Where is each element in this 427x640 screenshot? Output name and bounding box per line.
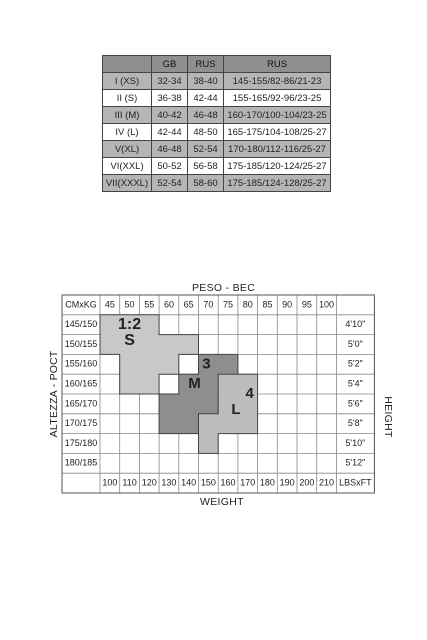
cm-tick-label: 175/180: [64, 437, 98, 448]
cm-tick-label: 180/185: [64, 457, 98, 468]
table-cell: 42-44: [152, 124, 188, 141]
table-cell: 50-52: [152, 158, 188, 175]
size-zone-number: 3: [202, 355, 211, 373]
table-cell: VI(XXL): [103, 158, 152, 175]
lbs-tick-label: 100: [102, 477, 118, 488]
table-cell: VII(XXXL): [103, 175, 152, 192]
table-cell: 52-54: [188, 141, 224, 158]
cm-tick-label: 150/155: [64, 338, 98, 349]
lbs-tick-label: 170: [240, 477, 256, 488]
lbs-tick-label: 150: [200, 477, 216, 488]
table-cell: 36-38: [152, 90, 188, 107]
ft-tick-label: 5'8": [347, 418, 363, 429]
lbs-tick-label: 110: [122, 477, 137, 488]
table-cell: I (XS): [103, 73, 152, 90]
table-cell: 32-34: [152, 73, 188, 90]
kg-tick-label: 75: [223, 299, 234, 310]
table-cell: IV (L): [103, 124, 152, 141]
table-cell: 175-185/120-124/25-27: [224, 158, 331, 175]
ft-tick-label: 5'12": [345, 457, 366, 468]
table-cell: 56-58: [188, 158, 224, 175]
header-cell-rus: RUS: [188, 56, 224, 73]
table-cell: 155-165/92-96/23-25: [224, 90, 331, 107]
size-zone-letter: S: [124, 331, 135, 349]
size-zone-number: 4: [245, 384, 254, 402]
table-cell: II (S): [103, 90, 152, 107]
ft-tick-label: 5'2": [347, 358, 363, 369]
ft-tick-label: 5'0": [347, 338, 363, 349]
height-axis-title-left: ALTEZZA - РОСТ: [48, 350, 60, 438]
table-cell: 165-175/104-108/25-27: [224, 124, 331, 141]
header-cell-gb: GB: [152, 56, 188, 73]
cm-tick-label: 145/150: [64, 319, 98, 330]
kg-tick-label: 85: [262, 299, 273, 310]
size-zone-letter: M: [188, 375, 201, 393]
ft-tick-label: 4'10": [345, 319, 366, 330]
kg-tick-label: 90: [282, 299, 293, 310]
weight-axis-title-bottom: WEIGHT: [200, 496, 244, 508]
kg-tick-label: 70: [203, 299, 214, 310]
lbs-tick-label: 210: [319, 477, 335, 488]
table-cell: 58-60: [188, 175, 224, 192]
kg-tick-label: 100: [319, 299, 335, 310]
table-cell: V(XL): [103, 141, 152, 158]
corner-label-lbsxft: LBSxFT: [339, 477, 372, 488]
ft-tick-label: 5'6": [347, 398, 363, 409]
table-cell: 48-50: [188, 124, 224, 141]
table-cell: 52-54: [152, 175, 188, 192]
table-cell: 46-48: [188, 107, 224, 124]
size-zone-letter: L: [231, 400, 241, 418]
ft-tick-label: 5'10": [345, 437, 366, 448]
kg-tick-label: 95: [301, 299, 312, 310]
kg-tick-label: 65: [183, 299, 194, 310]
ft-tick-label: 5'4": [347, 378, 363, 389]
lbs-tick-label: 160: [220, 477, 236, 488]
kg-tick-label: 45: [104, 299, 115, 310]
table-cell: 145-155/82-86/21-23: [224, 73, 331, 90]
lbs-tick-label: 120: [141, 477, 157, 488]
size-zone-number: 1:2: [117, 315, 142, 333]
table-cell: 42-44: [188, 90, 224, 107]
cm-tick-label: 165/170: [64, 398, 98, 409]
cm-tick-label: 160/165: [64, 378, 98, 389]
cm-tick-label: 155/160: [64, 358, 98, 369]
height-axis-title-right: HEIGHT: [382, 396, 394, 438]
table-cell: 38-40: [188, 73, 224, 90]
corner-label-cmxkg: CMxKG: [65, 299, 97, 310]
kg-tick-label: 55: [144, 299, 155, 310]
lbs-tick-label: 190: [279, 477, 295, 488]
kg-tick-label: 60: [163, 299, 174, 310]
table-cell: 40-42: [152, 107, 188, 124]
lbs-tick-label: 180: [259, 477, 275, 488]
cm-tick-label: 170/175: [64, 418, 98, 429]
table-cell: III (M): [103, 107, 152, 124]
kg-tick-label: 80: [242, 299, 253, 310]
weight-axis-title-top: PESO - ВЕС: [192, 282, 256, 294]
lbs-tick-label: 200: [299, 477, 315, 488]
kg-tick-label: 50: [124, 299, 135, 310]
table-cell: 170-180/112-116/25-27: [224, 141, 331, 158]
header-cell-rus-measures: RUS: [224, 56, 331, 73]
table-cell: 46-48: [152, 141, 188, 158]
table-cell: 160-170/100-104/23-25: [224, 107, 331, 124]
lbs-tick-label: 140: [181, 477, 197, 488]
table-cell: 175-185/124-128/25-27: [224, 175, 331, 192]
lbs-tick-label: 130: [161, 477, 177, 488]
